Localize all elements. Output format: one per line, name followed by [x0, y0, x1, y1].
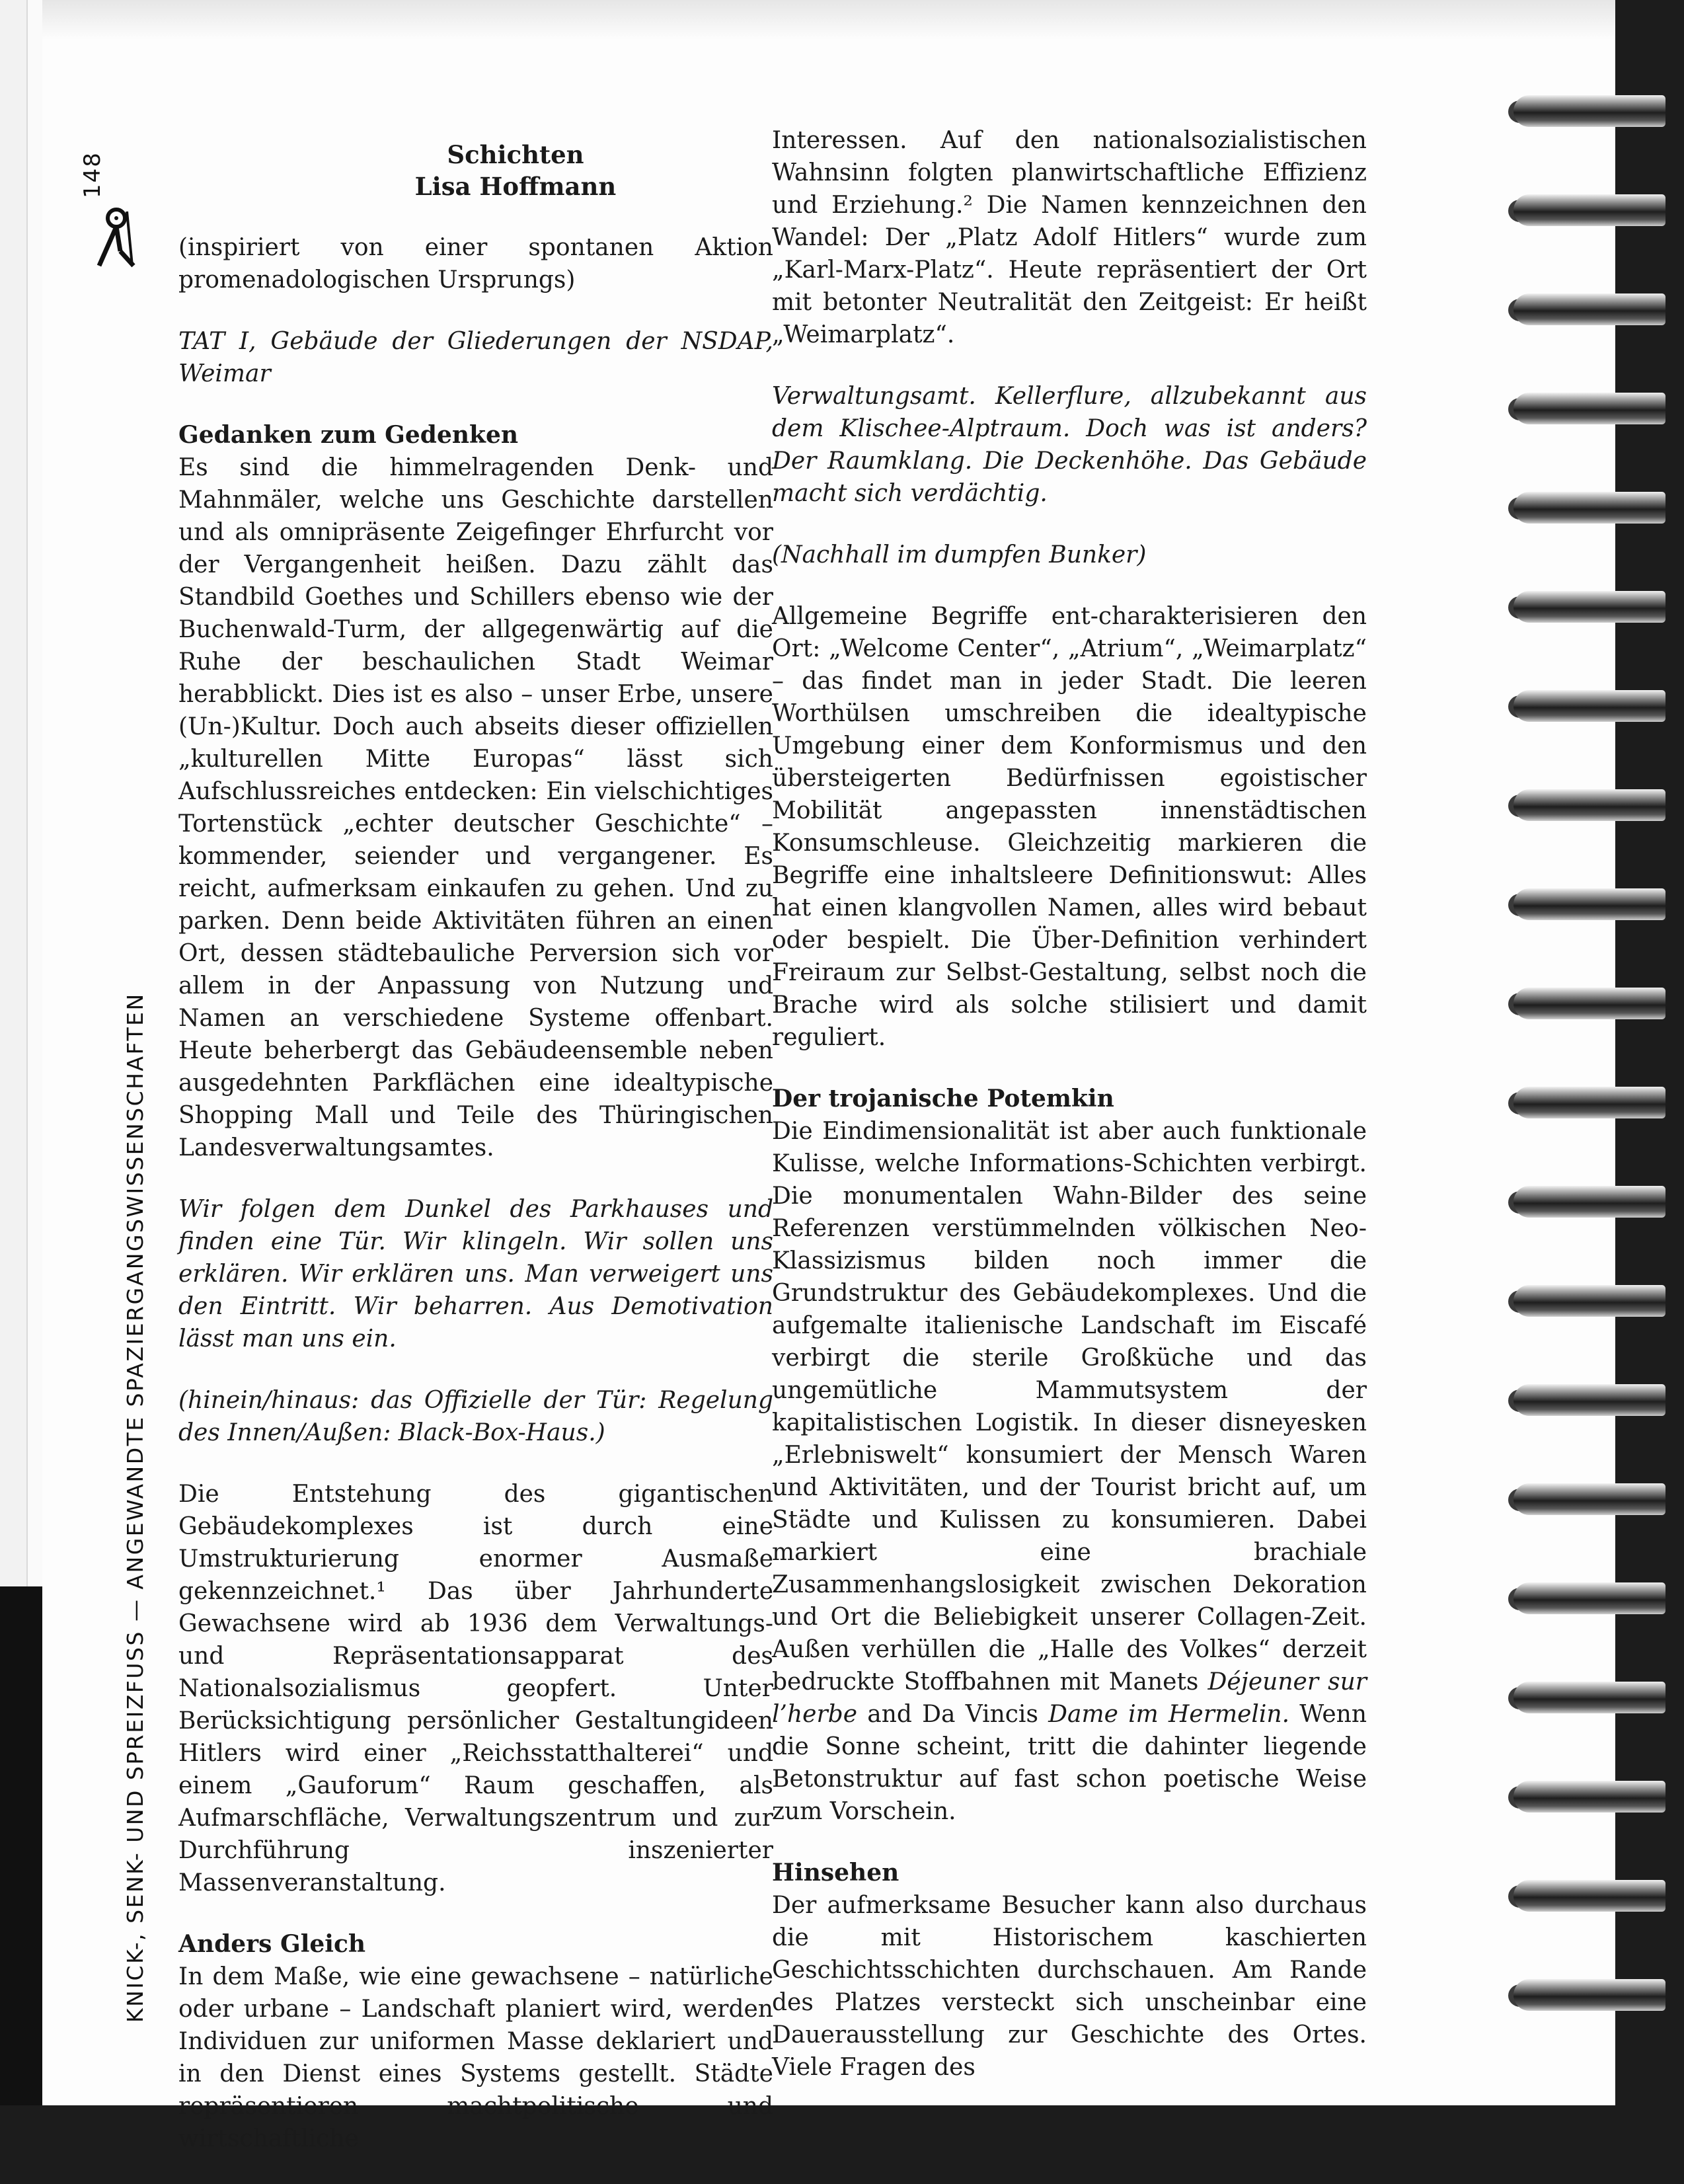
body-paragraph: Allgemeine Begriffe ent-charakterisieren den Ort: „Welcome Center“, „Atrium“, „Weimarplatz“ – das findet man in jeder Stadt. Die leeren Worthülsen umschreiben die idealtypische Umgebung einer dem Konformismus und den übersteigerten Bedürfnissen egoistischer Mobilität angepassten innenstädtischen Konsumschleuse. Gleichzeitig markieren die Begriffe eine inhaltsleere Definitionswut: Alles hat einen klangvollen Namen, alles wird bebaut oder bespielt. Die Über-Definition verhindert Freiraum zur Selbst-Gestaltung, selbst noch die Brache wird als solche stilisiert und damit reguliert. — [772, 603, 1367, 1051]
body-paragraph: Der aufmerksame Besucher kann also durchaus die mit Historischem kaschierten Geschichtsschichten durchschauen. Am Rande des Platzes versteckt sich unscheinbar eine Dauerausstellung zur Geschichte des Ortes. Viele Fragen des — [772, 1892, 1367, 2081]
side-running-title: KNICK-, SENK- UND SPREIZFUSS — ANGEWANDTE SPAZIERGANGSWISSENSCHAFTEN — [122, 992, 148, 2023]
section-heading: Gedanken zum Gedenken — [178, 421, 519, 449]
section-heading: Hinsehen — [772, 1859, 899, 1887]
italic-note: Wir folgen dem Dunkel des Parkhauses und finden eine Tür. Wir klingeln. Wir sollen uns erklären. Wir erklären uns. Man verweigert uns den Eintritt. Wir beharren. Aus Demotivation lässt man uns ein. — [178, 1196, 773, 1352]
intro-note: (inspiriert von einer spontanen Aktion promenadologischen Ursprungs) — [178, 234, 773, 293]
body-text: and Da Vincis — [867, 1701, 1038, 1728]
page-number: 148 — [79, 151, 106, 198]
body-text: Die Eindimensionalität ist aber auch funktionale Kulisse, welche Informations-Schichten verbirgt. Die monumentalen Wahn-Bilder des seine Referenzen verstümmelnden völkischen Neo-Klassizismus bilden noch immer die Grundstruktur des Gebäudekomplexes. Und die aufgemalte italienische Landschaft im Eiscafé verbirgt die sterile Großküche und das ungemütliche Mammutsystem der kapitalistischen Logistik. In dieser disneyesken „Erlebniswelt“ konsumiert der Mensch Waren und Aktivitäten, und der Tourist bricht auf, um Städte und Kulissen zu konsumieren. Dabei markiert eine brachiale Zusammenhangslosigkeit zwischen Dekoration und Ort die Beliebigkeit unserer Collagen-Zeit. Außen verhüllen die „Halle des Volkes“ derzeit bedruckte Stoffbahnen mit Manets — [772, 1118, 1367, 1696]
right-column — [772, 124, 1367, 2113]
italic-note: (hinein/hinaus: das Offizielle der Tür: Regelung des Innen/Außen: Black-Box-Haus.) — [178, 1387, 773, 1446]
article-title: Schichten — [447, 140, 584, 169]
body-paragraph: Die Entstehung des gigantischen Gebäudekomplexes ist durch eine Umstrukturierung enormer Ausmaße gekennzeichnet.¹ Das über Jahrhunderte Gewachsene wird ab 1936 dem Verwaltungs- und Repräsentationsapparat des Nationalsozialismus geopfert. Unter Berücksichtigung persönlicher Gestaltungideen Hitlers wird einer „Reichsstatthalterei“ und einem „Gauforum“ Raum geschaffen, als Aufmarschfläche, Verwaltungszentrum und zur Durchführung inszenierter Massenveranstaltung. — [178, 1481, 773, 1896]
body-paragraph: In dem Maße, wie eine gewachsene – natürliche oder urbane – Landschaft planiert wird, werden Individuen zur uniformen Masse deklariert und in den Dienst eines Systems gestellt. Städte repräsentieren machtpolitische und wirtschaftliche — [178, 1963, 773, 2152]
body-paragraph: Interessen. Auf den nationalsozialistischen Wahnsinn folgten planwirtschaftliche Effizienz und Erziehung.² Die Namen kennzeichnen den Wandel: Der „Platz Adolf Hitlers“ wurde zum „Karl-Marx-Platz“. Heute repräsentiert der Ort mit betonter Neutralität den Zeitgeist: Er heißt „Weimarplatz“. — [772, 127, 1367, 348]
section-heading: Der trojanische Potemkin — [772, 1085, 1114, 1112]
artwork-title: Dame im Hermelin. — [1048, 1701, 1290, 1728]
section-heading: Anders Gleich — [178, 1930, 366, 1958]
walker-logo-icon — [93, 205, 139, 271]
body-text: Wenn die Sonne scheint, tritt die dahinter liegende Betonstruktur auf fast schon poetische Weise zum Vorschein. — [772, 1701, 1367, 1825]
body-paragraph — [772, 1115, 1367, 1828]
artwork-title: Déjeuner sur l’herbe — [772, 1668, 1367, 1728]
spiral-binding — [1500, 93, 1684, 2076]
article-author: Lisa Hoffmann — [414, 172, 617, 201]
article-heading — [178, 139, 773, 202]
italic-note: (Nachhall im dumpfen Bunker) — [772, 541, 1147, 568]
left-column — [178, 139, 773, 2184]
tat-caption: TAT I, Gebäude der Gliederungen der NSDAP, Weimar — [178, 328, 773, 387]
body-paragraph: Es sind die himmelragenden Denk- und Mahnmäler, welche uns Geschichte darstellen und als omnipräsente Zeigefinger Ehrfurcht vor der Vergangenheit heißen. Dazu zählt das Standbild Goethes und Schillers ebenso wie der Buchenwald-Turm, der allgegenwärtig auf die Ruhe der beschaulichen Stadt Weimar herabblickt. Dies ist es also – unser Erbe, unsere (Un-)Kultur. Doch auch abseits dieser offiziellen „kulturellen Mitte Europas“ lässt sich Aufschlussreiches entdecken: Ein vielschichtiges Tortenstück „echter deutscher Geschichte“ – kommender, seiender und vergangener. Es reicht, aufmerksam einkaufen zu gehen. Und zu parken. Denn beide Aktivitäten führen an einen Ort, dessen städtebauliche Perversion sich vor allem in der Anpassung von Nutzung und Namen an verschiedene Systeme offenbart. Heute beherbergt das Gebäudeensemble neben ausgedehnten Parkflächen eine idealtypische Shopping Mall und Teile des Thüringischen Landesverwaltungsamtes. — [178, 454, 773, 1161]
italic-note: Verwaltungsamt. Kellerflure, allzubekannt aus dem Klischee-Alptraum. Doch was ist anders? Der Raumklang. Die Deckenhöhe. Das Gebäude macht sich verdächtig. — [772, 383, 1367, 507]
